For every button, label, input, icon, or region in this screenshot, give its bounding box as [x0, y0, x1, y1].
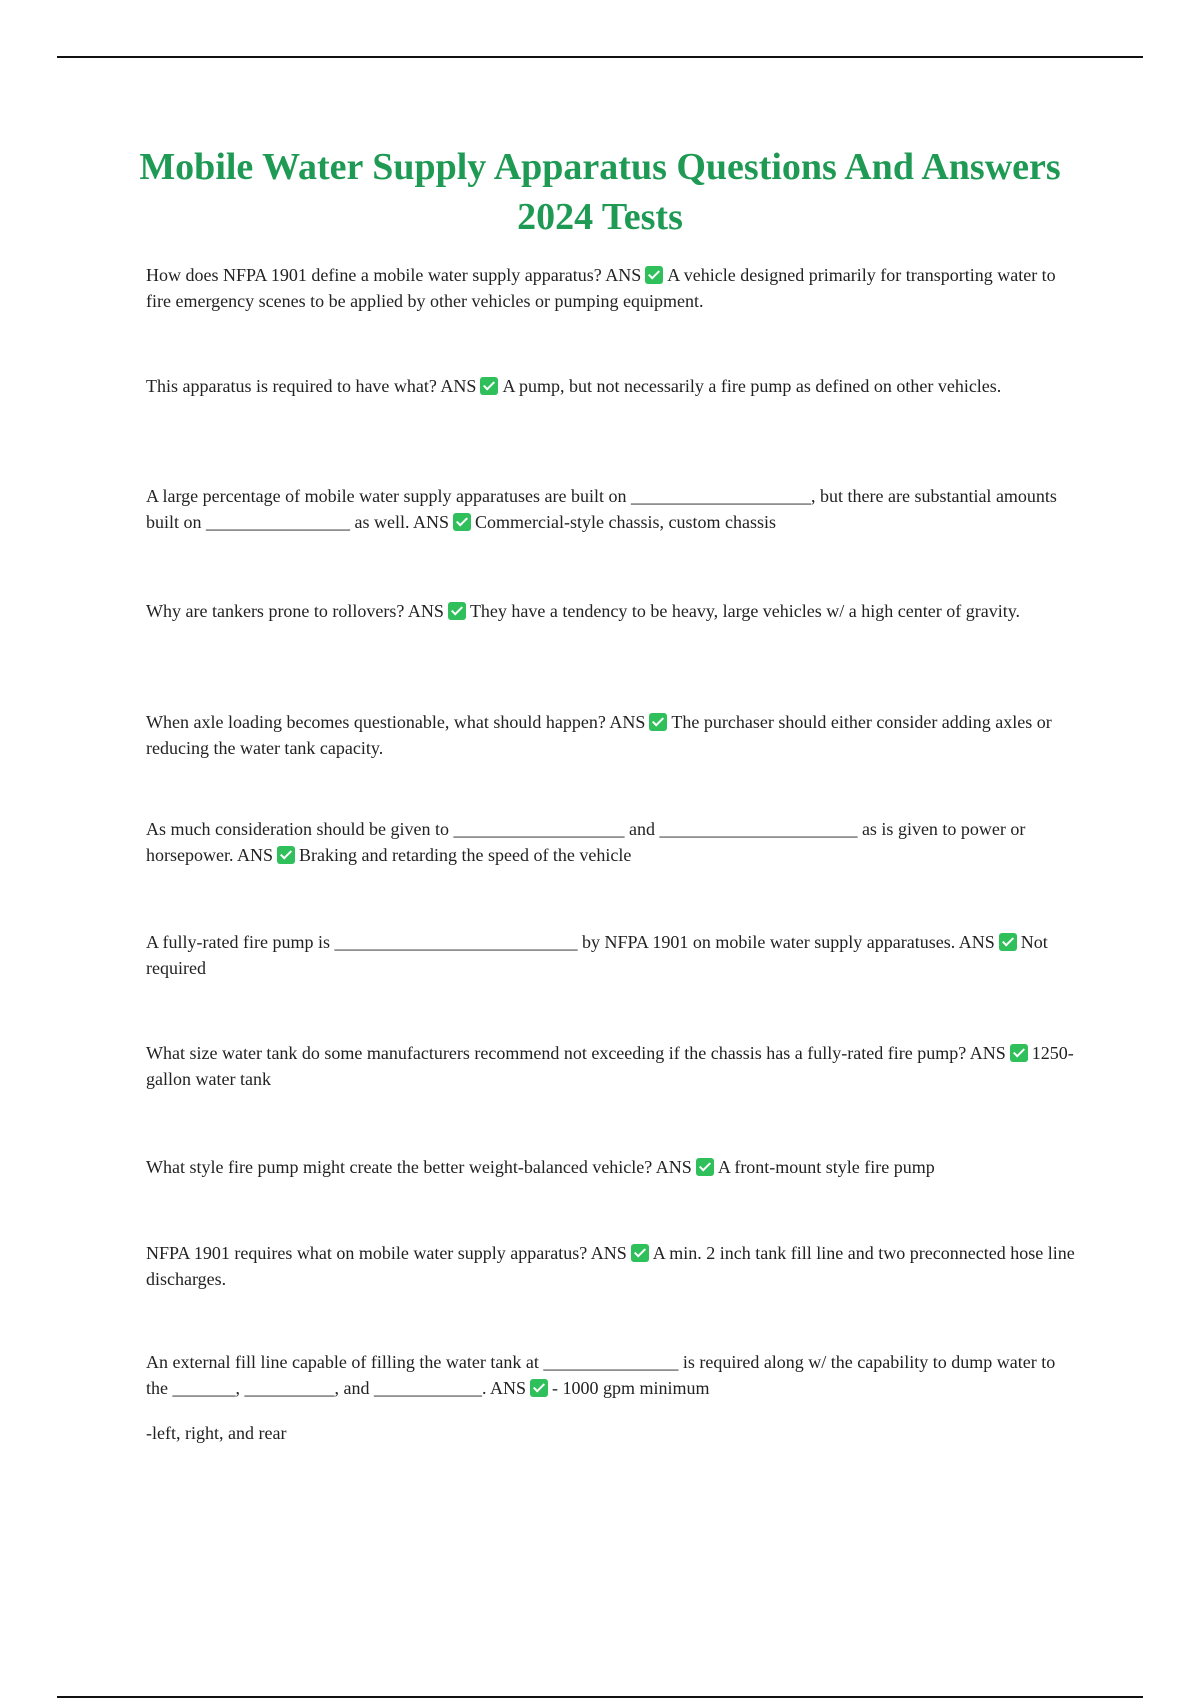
check-mark-icon — [645, 266, 663, 284]
qa-item — [146, 1040, 1076, 1092]
question-text: NFPA 1901 requires what on mobile water supply apparatus? — [146, 1243, 588, 1263]
question-text: This apparatus is required to have what? — [146, 376, 437, 396]
question-text: A large percentage of mobile water supply apparatuses are built on ____________________, but there are substantial amounts built on ________________ as well. — [146, 486, 1057, 532]
ans-label: ANS — [958, 932, 995, 952]
answer-text: A min. 2 inch tank fill line and two preconnected hose line discharges. — [146, 1243, 1075, 1289]
question-text: Why are tankers prone to rollovers? — [146, 601, 405, 621]
check-mark-icon — [530, 1379, 548, 1397]
check-mark-icon — [480, 377, 498, 395]
question-text: When axle loading becomes questionable, what should happen? — [146, 712, 606, 732]
answer-text: They have a tendency to be heavy, large vehicles w/ a high center of gravity. — [469, 601, 1021, 621]
question-text: What size water tank do some manufacturers recommend not exceeding if the chassis has a fully-rated fire pump? — [146, 1043, 967, 1063]
answer-text: Braking and retarding the speed of the vehicle — [299, 845, 632, 865]
qa-item — [146, 816, 1076, 868]
question-text: As much consideration should be given to ___________________ and ______________________ as is given to power or horsepower. — [146, 819, 1026, 865]
ans-label: ANS — [590, 1243, 627, 1263]
ans-label: ANS — [440, 376, 477, 396]
qa-item — [146, 929, 1076, 981]
check-mark-icon — [453, 513, 471, 531]
check-mark-icon — [448, 602, 466, 620]
top-rule — [57, 56, 1143, 58]
qa-item — [146, 483, 1076, 535]
check-mark-icon — [1010, 1044, 1028, 1062]
qa-item — [146, 709, 1076, 761]
question-text: What style fire pump might create the better weight-balanced vehicle? — [146, 1157, 653, 1177]
answer-text: A front-mount style fire pump — [717, 1157, 935, 1177]
answer-text: A vehicle designed primarily for transporting water to fire emergency scenes to be applied by other vehicles or pumping equipment. — [146, 265, 1056, 311]
qa-item — [146, 1154, 1076, 1180]
answer-text: Not required — [146, 932, 1048, 978]
answer-text: Commercial-style chassis, custom chassis — [475, 512, 776, 532]
question-text: How does NFPA 1901 define a mobile water supply apparatus? — [146, 265, 602, 285]
page-title: Mobile Water Supply Apparatus Questions And Answers 2024 Tests — [139, 146, 1061, 238]
answer-text: 1250-gallon water tank — [146, 1043, 1074, 1089]
bottom-rule — [57, 1696, 1143, 1698]
check-mark-icon — [999, 933, 1017, 951]
ans-label: ANS — [237, 845, 274, 865]
ans-label: ANS — [655, 1157, 692, 1177]
answer-text: The purchaser should either consider adding axles or reducing the water tank capacity. — [146, 712, 1052, 758]
qa-item-continuation — [146, 1420, 1076, 1446]
question-text: An external fill line capable of filling the water tank at _______________ is required along w/ the capability to dump water to the _______, __________, and ____________. — [146, 1352, 1056, 1398]
ans-label: ANS — [609, 712, 646, 732]
qa-item — [146, 262, 1076, 314]
qa-item — [146, 373, 1076, 399]
check-mark-icon — [631, 1244, 649, 1262]
answer-text: A pump, but not necessarily a fire pump as defined on other vehicles. — [502, 376, 1002, 396]
qa-item — [146, 1349, 1076, 1401]
check-mark-icon — [649, 713, 667, 731]
ans-label: ANS — [969, 1043, 1006, 1063]
ans-label: ANS — [605, 265, 642, 285]
question-text: A fully-rated fire pump is ___________________________ by NFPA 1901 on mobile water supply apparatuses. — [146, 932, 956, 952]
check-mark-icon — [696, 1158, 714, 1176]
ans-label: ANS — [407, 601, 444, 621]
answer-text: - 1000 gpm minimum — [552, 1378, 710, 1398]
answer-extra-text: -left, right, and rear — [146, 1423, 287, 1443]
ans-label: ANS — [413, 512, 450, 532]
ans-label: ANS — [490, 1378, 527, 1398]
check-mark-icon — [277, 846, 295, 864]
qa-item — [146, 598, 1076, 624]
qa-item — [146, 1240, 1076, 1292]
